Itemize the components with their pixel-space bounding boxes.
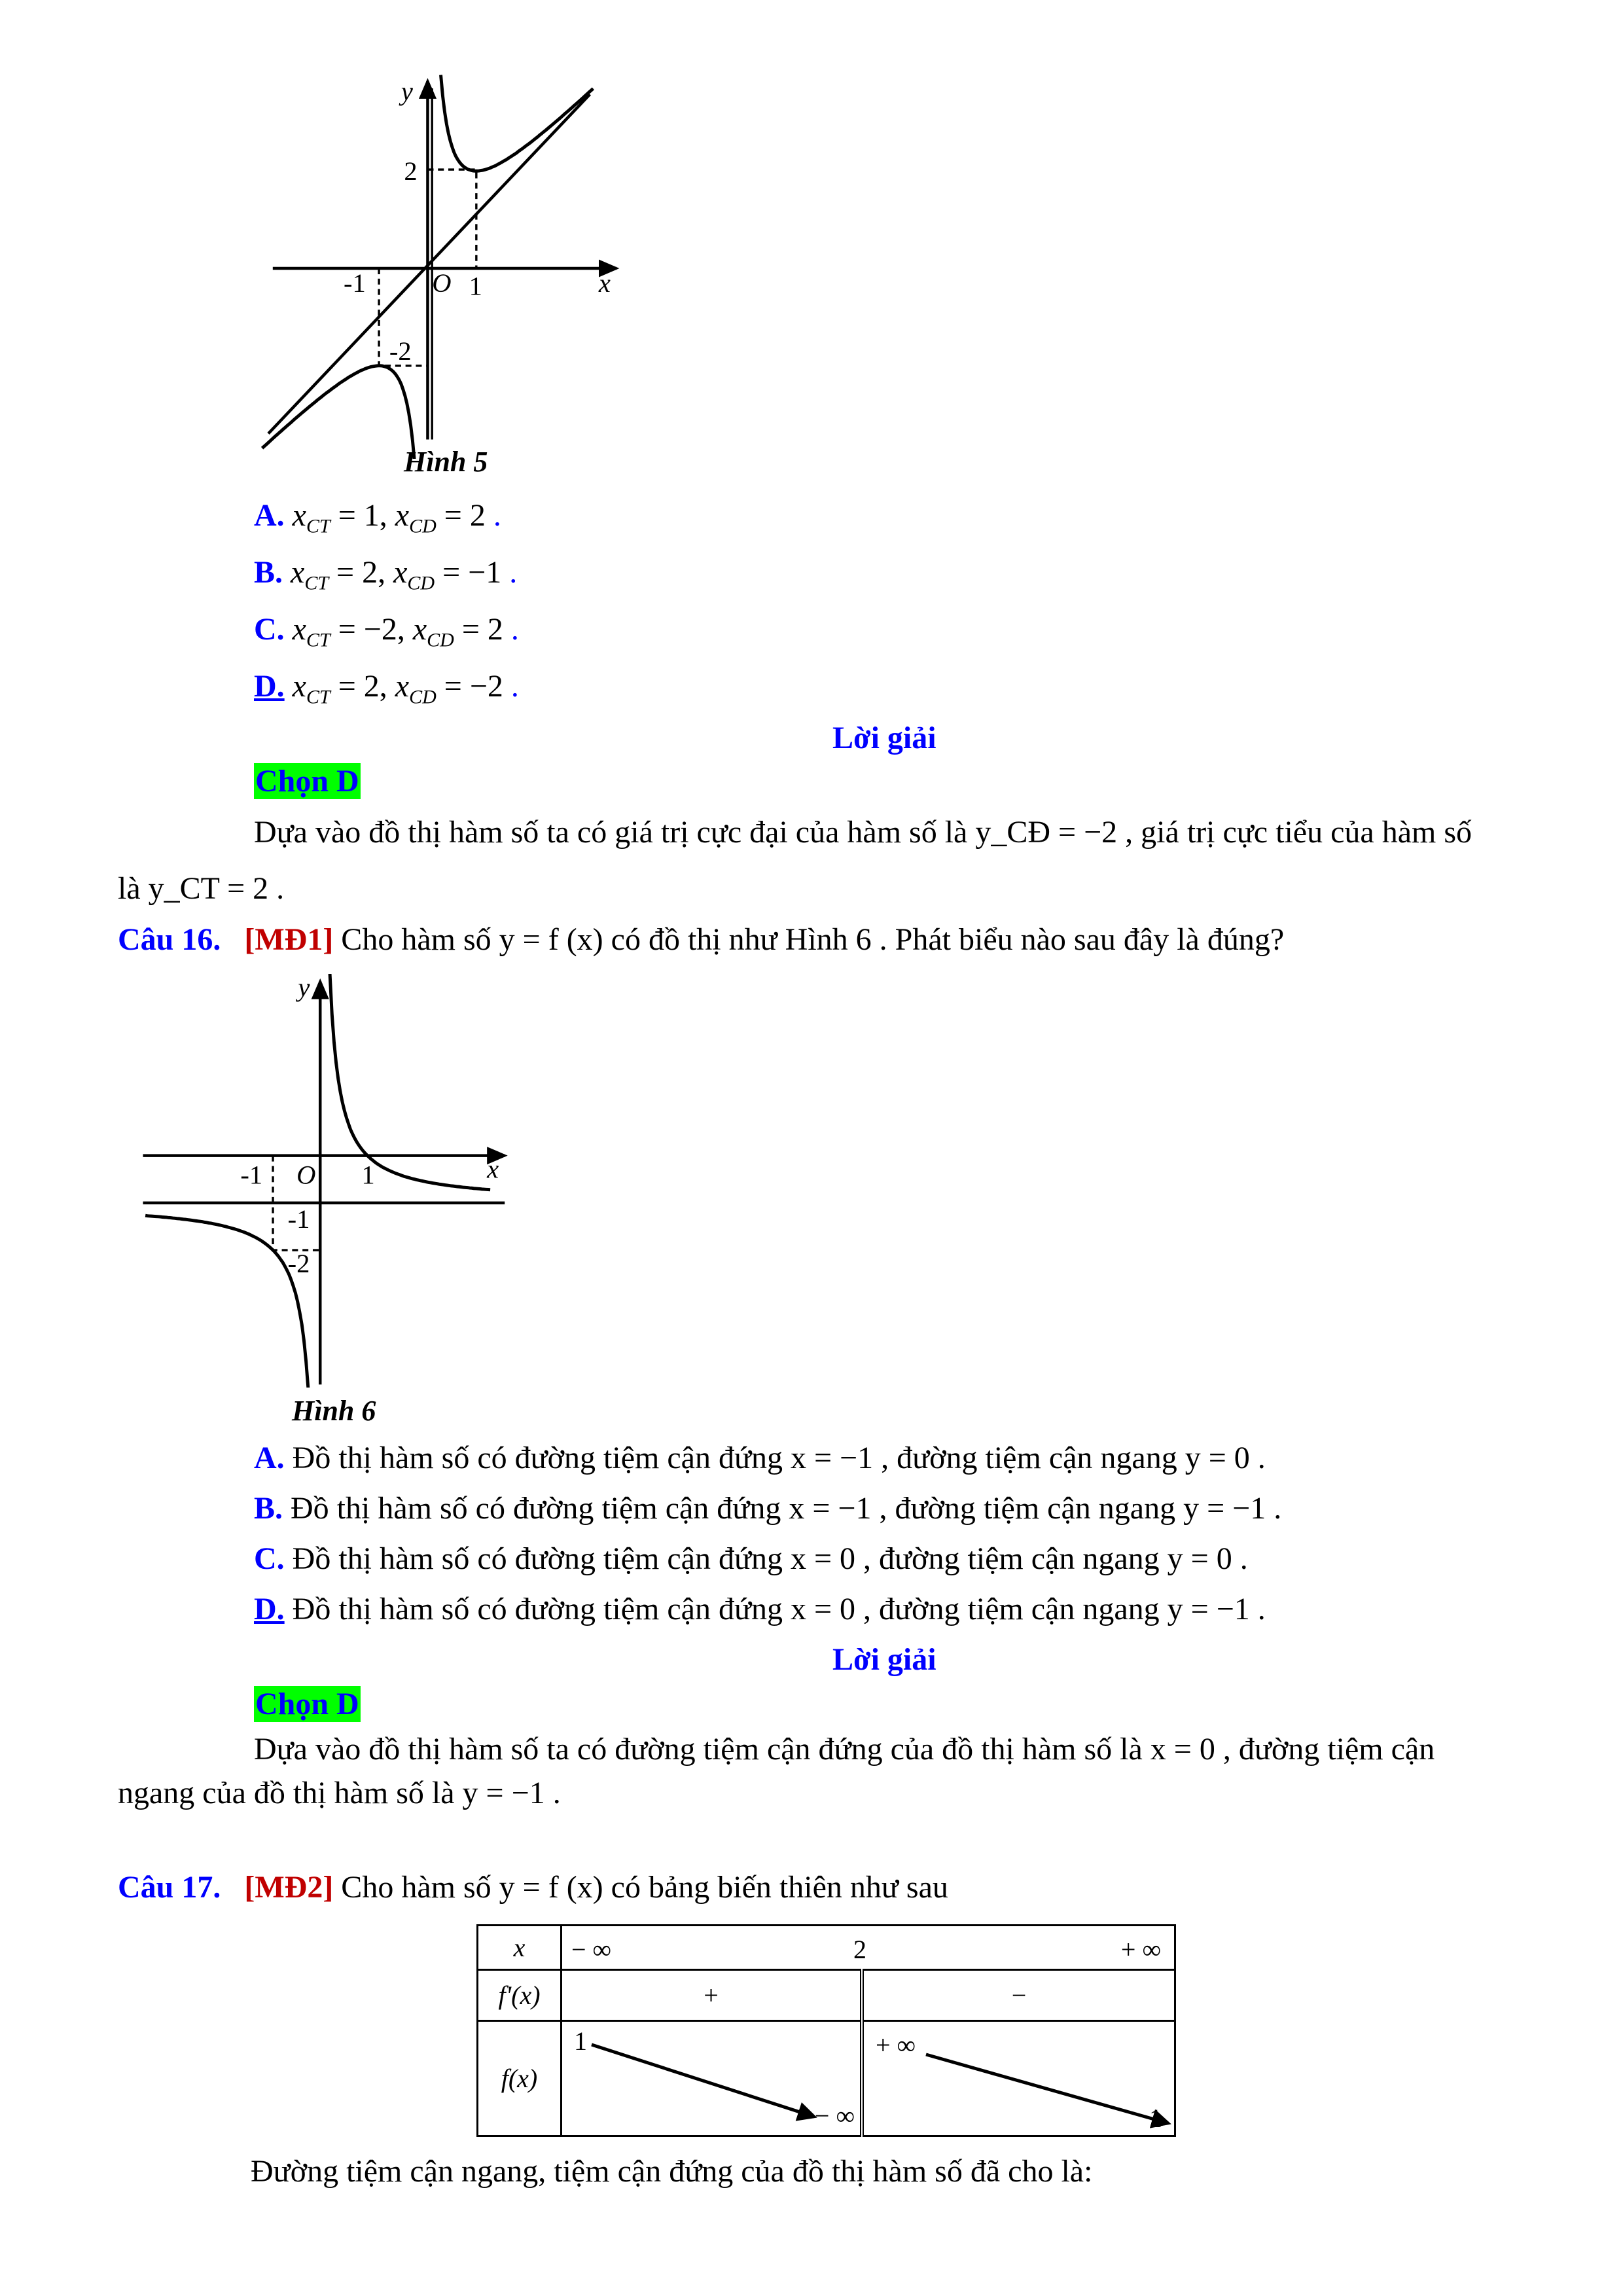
f-value: − ∞ [814, 2101, 855, 2130]
x-label: x [487, 1154, 499, 1184]
option-c[interactable]: C. $x_{CT} = -2$, $x_{CD} = 2$ . [254, 612, 519, 651]
x-value: + ∞ [1120, 1935, 1161, 1964]
figure-hinh-6 [140, 974, 509, 1388]
curve-right-branch [326, 974, 490, 1190]
explanation-line-1: Dựa vào đồ thị hàm số ta có đường tiệm cận đứng của đồ thị hàm số là x = 0 , đường tiệm cận [254, 1732, 1435, 1767]
option-b[interactable]: B. Đồ thị hàm số có đường tiệm cận đứng x = −1 , đường tiệm cận ngang y = −1 . [254, 1491, 1282, 1526]
tick-minus-1-x: -1 [240, 1160, 263, 1190]
option-d[interactable]: D. $x_{CT} = 2$, $x_{CD} = -2$ . [254, 669, 519, 708]
curve-left-branch [145, 1215, 315, 1388]
option-b[interactable]: B. $x_{CT} = 2$, $x_{CD} = -1$ . [254, 555, 518, 594]
fprime-header: f'(x) [498, 1981, 541, 2010]
x-value: 2 [853, 1935, 866, 1964]
option-d[interactable]: D. Đồ thị hàm số có đường tiệm cận đứng x = 0 , đường tiệm cận ngang y = −1 . [254, 1592, 1266, 1626]
figure-hinh-5 [251, 66, 634, 459]
tick-2: 2 [404, 156, 418, 186]
question-16: Câu 16. [MĐ1] Cho hàm số y = f (x) có đồ thị như Hình 6 . Phát biểu nào sau đây là đúng? [118, 922, 1285, 957]
fprime-sign: − [862, 1970, 1175, 2021]
tick-minus-1: -1 [343, 268, 366, 298]
followup-text: Đường tiệm cận ngang, tiệm cận đứng của đồ thị hàm số đã cho là: [251, 2154, 1093, 2189]
figure-caption: Hình 6 [292, 1395, 376, 1427]
answer-label: Chọn D [255, 764, 359, 798]
y-label: y [298, 974, 310, 1002]
decreasing-arrow [588, 2038, 824, 2123]
option-c[interactable]: C. Đồ thị hàm số có đường tiệm cận đứng x = 0 , đường tiệm cận ngang y = 0 . [254, 1541, 1248, 1576]
x-header: x [513, 1933, 526, 1962]
x-value: − ∞ [571, 1935, 612, 1964]
answer-label: Chọn D [255, 1687, 359, 1721]
tick-minus-2: -2 [389, 336, 412, 366]
solution-title: Lời giải [832, 1642, 936, 1677]
solution-title: Lời giải [832, 721, 936, 755]
f-value: 1 [574, 2026, 587, 2056]
f-value: 1 [1149, 2104, 1162, 2133]
curve-left-branch [262, 366, 415, 459]
explanation-line-2: là y_CT = 2 . [118, 871, 285, 906]
explanation-line-2: ngang của đồ thị hàm số là y = −1 . [118, 1776, 561, 1810]
x-label: x [598, 268, 611, 298]
option-a[interactable]: A. $x_{CT} = 1$, $x_{CD} = 2$ . [254, 498, 501, 537]
fprime-sign: + [562, 1970, 863, 2021]
tick-minus-1-y: -1 [287, 1204, 310, 1234]
origin-label: O [296, 1160, 316, 1190]
tick-minus-2: -2 [287, 1248, 310, 1278]
curve-right-branch [441, 75, 594, 171]
explanation-line-1: Dựa vào đồ thị hàm số ta có giá trị cực đại của hàm số là y_CĐ = −2 , giá trị cực tiểu của hàm số [254, 815, 1472, 850]
tick-1: 1 [361, 1160, 375, 1190]
origin-label: O [432, 268, 452, 298]
f-value: + ∞ [876, 2030, 916, 2060]
tick-1: 1 [469, 271, 482, 301]
option-a[interactable]: A. Đồ thị hàm số có đường tiệm cận đứng x = −1 , đường tiệm cận ngang y = 0 . [254, 1441, 1266, 1475]
f-header: f(x) [501, 2064, 538, 2093]
decreasing-arrow [923, 2048, 1185, 2133]
variation-table [476, 1924, 1176, 2137]
figure-caption: Hình 5 [404, 446, 488, 478]
question-17: Câu 17. [MĐ2] Cho hàm số y = f (x) có bảng biến thiên như sau [118, 1870, 948, 1905]
y-label: y [401, 77, 413, 107]
